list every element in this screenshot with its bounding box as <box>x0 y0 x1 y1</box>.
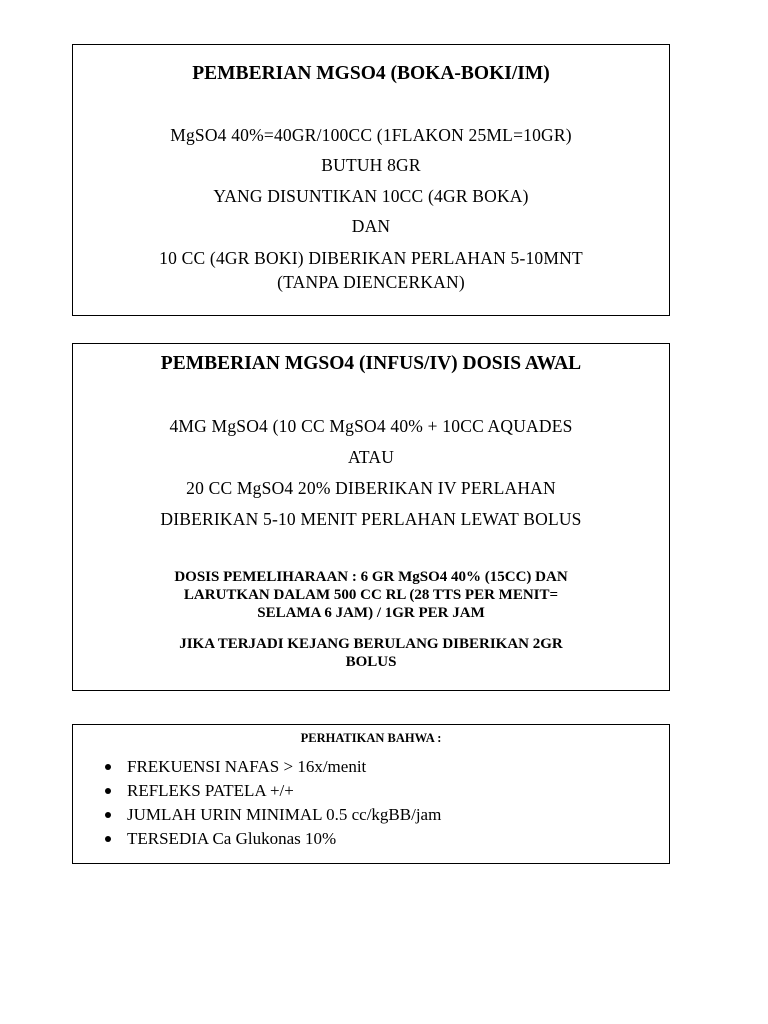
bullet-icon <box>105 812 111 818</box>
dose-line: DIBERIKAN 5-10 MENIT PERLAHAN LEWAT BOLUS <box>160 509 582 529</box>
dose-line: 4MG MgSO4 (10 CC MgSO4 40% + 10CC AQUADES <box>169 416 573 436</box>
list-item <box>73 755 441 779</box>
list-item <box>73 827 441 851</box>
list-item-text: TERSEDIA Ca Glukonas 10% <box>127 829 337 848</box>
dose-line: YANG DISUNTIKAN 10CC (4GR BOKA) <box>213 186 529 206</box>
dose-line: MgSO4 40%=40GR/100CC (1FLAKON 25ML=10GR) <box>170 125 572 145</box>
dose-line: DAN <box>351 216 391 236</box>
checklist <box>73 755 441 851</box>
infus-iv-box <box>72 343 670 691</box>
bullet-icon <box>105 836 111 842</box>
section-title: PEMBERIAN MGSO4 (BOKA-BOKI/IM) <box>192 63 550 84</box>
seizure-note-line: BOLUS <box>345 654 397 670</box>
section-title: PEMBERIAN MGSO4 (INFUS/IV) DOSIS AWAL <box>160 353 582 374</box>
list-item-text: REFLEKS PATELA +/+ <box>127 781 294 800</box>
maintenance-dose-line: DOSIS PEMELIHARAAN : 6 GR MgSO4 40% (15CC) DAN <box>174 569 568 585</box>
maintenance-dose-line: LARUTKAN DALAM 500 CC RL (28 TTS PER MENIT= <box>183 587 559 603</box>
list-item <box>73 779 441 803</box>
seizure-note-line: JIKA TERJADI KEJANG BERULANG DIBERIKAN 2GR <box>179 636 563 652</box>
bullet-icon <box>105 788 111 794</box>
dose-line: 20 CC MgSO4 20% DIBERIKAN IV PERLAHAN <box>186 478 556 498</box>
list-item-text: FREKUENSI NAFAS > 16x/menit <box>127 757 367 776</box>
dose-line: (TANPA DIENCERKAN) <box>277 272 465 292</box>
bullet-icon <box>105 764 111 770</box>
list-item-text: JUMLAH URIN MINIMAL 0.5 cc/kgBB/jam <box>127 805 442 824</box>
maintenance-dose-line: SELAMA 6 JAM) / 1GR PER JAM <box>257 605 485 621</box>
checklist-title: PERHATIKAN BAHWA : <box>300 731 442 745</box>
dose-line: BUTUH 8GR <box>321 155 421 175</box>
boka-boki-im-box <box>72 44 670 316</box>
dose-line: 10 CC (4GR BOKI) DIBERIKAN PERLAHAN 5-10MNT <box>159 248 583 268</box>
checklist-box <box>72 724 670 864</box>
list-item <box>73 803 441 827</box>
dose-line: ATAU <box>347 447 395 467</box>
